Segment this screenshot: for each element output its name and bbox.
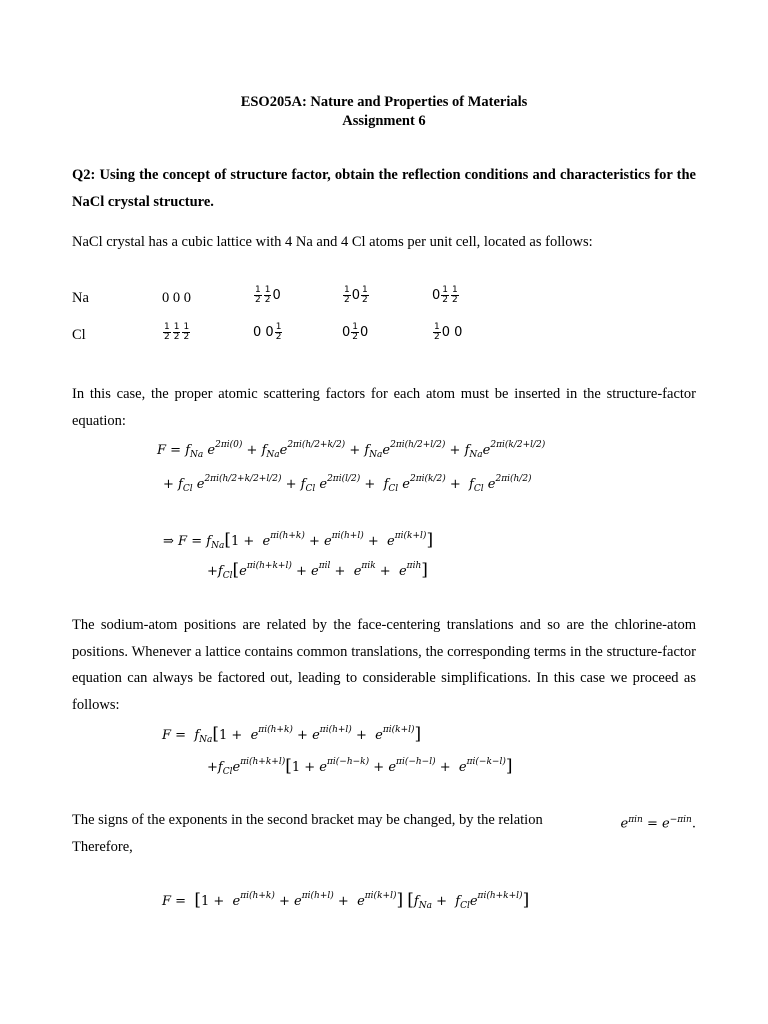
course-code: ESO205A [240, 94, 302, 110]
na-position-2: $\frac{1}{2}$ $\frac{1}{2}$ 0 [255, 285, 281, 305]
course-name: : Nature and Properties of Materials [301, 94, 528, 110]
cl-position-4: $\frac{1}{2}$ 0 0 [434, 322, 463, 342]
question-text: Q2: Using the concept of structure factor, obtain the reflection conditions and characteristics for the NaCl crystal structure. [72, 167, 696, 210]
implies-arrow: ⇒ [163, 534, 174, 549]
sign-relation: $e^{\pi in} = e^{-\pi in}$. [620, 815, 696, 832]
final-equation: $F = [1 + e^{\pi i(h+k)} + e^{\pi i(h+l)} + e^{\pi i(k+l)}]$ $[f_{Na} + f_{Cl}e^{\pi i(h+k+l)}]$ [162, 890, 530, 911]
therefore-text: Therefore, [72, 839, 133, 855]
na-label: Na [72, 290, 89, 306]
structure-factor-equation-line-1: $F = f_{Na}$ $e^{2\pi i(0)} + f_{Na}e^{2\pi i(h/2+k/2)} + f_{Na}e^{2\pi i(h/2+l/2)} + f_{Na}e^{2\pi i(k/2+l/2)}$ [157, 440, 546, 460]
signs-text: The signs of the exponents in the second bracket may be changed, by the relation [72, 812, 543, 828]
factored-equation-line-1: $F = f_{Na}[1 + e^{\pi i(h+k)} + e^{\pi i(h+l)} + e^{\pi i(k+l)}]$ [162, 724, 422, 745]
simplified-equation-line-1: ⇒ $F = f_{Na}[1 + e^{\pi i(h+k)} + e^{\pi i(h+l)} + e^{\pi i(k+l)}]$ [163, 530, 434, 551]
factored-equation-line-2: $+f_{Cl}e^{\pi i(h+k+l)}[1 + e^{\pi i(-h-k)} + e^{\pi i(-h-l)} + e^{\pi i(-k-l)}]$ [207, 756, 513, 777]
cl-position-1: $\frac{1}{2}$ $\frac{1}{2}$ $\frac{1}{2}$ [164, 322, 190, 342]
cl-position-3: 0 $\frac{1}{2}$ 0 [342, 322, 369, 342]
structure-factor-equation-line-2: + $f_{Cl}$ $e^{2\pi i(h/2+k/2+l/2)} + f_{Cl}$ $e^{2\pi i(l/2)} + f_{Cl}$ $e^{2\pi i(k/2)} + f_{Cl}$ $e^{2\pi i(h/2)}$ [163, 474, 532, 494]
na-position-3: $\frac{1}{2}$ 0 $\frac{1}{2}$ [344, 285, 368, 305]
intro-text: NaCl crystal has a cubic lattice with 4 Na and 4 Cl atoms per unit cell, located as follows: [72, 234, 593, 250]
course-title [0, 94, 768, 111]
scattering-paragraph: In this case, the proper atomic scattering factors for each atom must be inserted in the structure-factor equation: [72, 386, 696, 429]
simplified-equation-line-2: $+f_{Cl}[e^{\pi i(h+k+l)} + e^{\pi il} + e^{\pi ik} + e^{\pi ih}]$ [207, 560, 428, 581]
na-row [0, 285, 768, 312]
na-position-4: 0 $\frac{1}{2}$ $\frac{1}{2}$ [432, 285, 458, 305]
cl-position-2: 0 0 $\frac{1}{2}$ [253, 322, 282, 342]
cl-row [0, 322, 768, 349]
cl-label: Cl [72, 327, 86, 343]
assignment-title: Assignment 6 [342, 113, 426, 129]
translations-paragraph: The sodium-atom positions are related by the face-centering translations and so are the chlorine-atom positions. Whenever a lattice contains common translations, the corresponding terms in the structure-factor equation can always be factored out, leading to considerable simplifications. In this case we proceed as follows: [72, 617, 696, 713]
na-position-1: 0 0 0 [162, 290, 191, 306]
